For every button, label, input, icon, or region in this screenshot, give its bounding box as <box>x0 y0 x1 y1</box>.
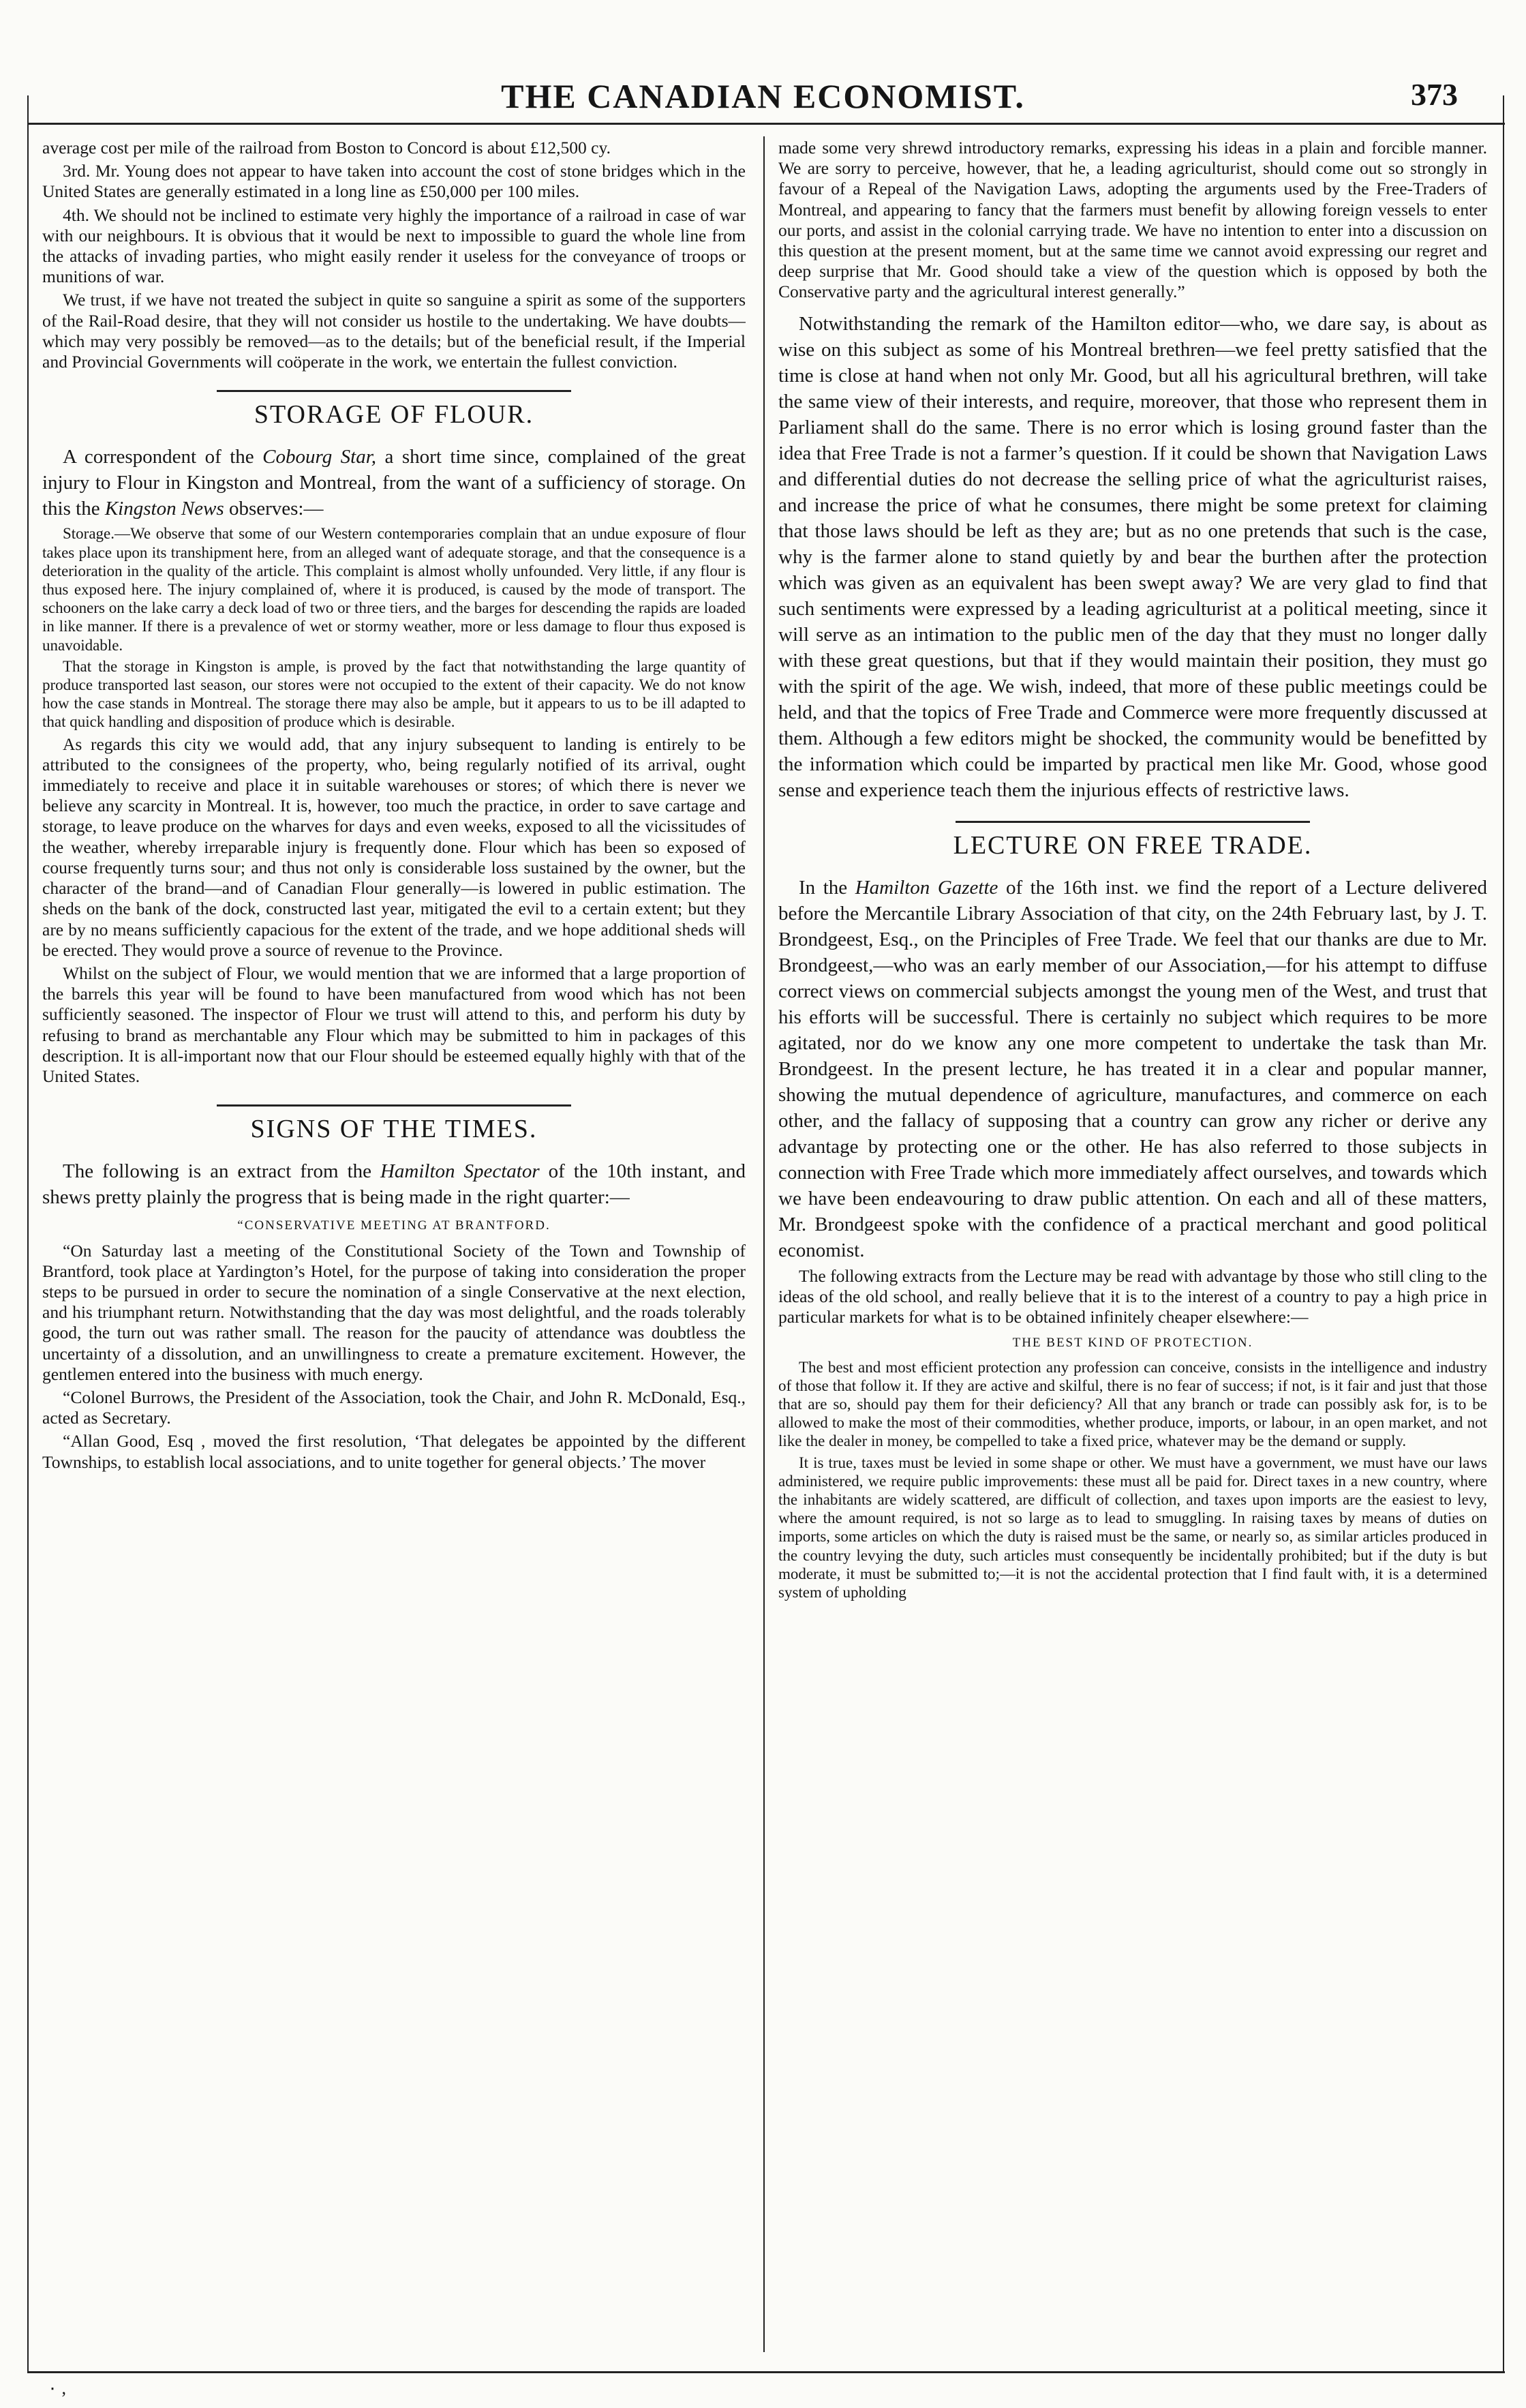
storage-intro <box>42 444 746 522</box>
article-paragraph: average cost per mile of the railroad from Boston to Concord is about £12,500 cy. <box>42 138 611 157</box>
section-divider <box>217 390 571 392</box>
article-paragraph: The following extracts from the Lecture may be read with advantage by those who still cling to the ideas of the old school, and really believe that it is to the interest of a country to pay a high price in particular markets for what is to be obtained infinitely cheaper elsewhere:— <box>778 1265 1487 1327</box>
footer-rule <box>27 2371 1505 2373</box>
column-rule <box>763 136 765 2352</box>
text-run: In the <box>799 876 855 899</box>
article-paragraph: We trust, if we have not treated the subject in quite so sanguine a spirit as some of the supporters of the Rail-Road desire, that they will not consider us hostile to the undertaking. We have doubts—which may very possibly be removed—as to the details; but of the beneficial result, if the Imperial and Provincial Governments will coöperate in the work, we entertain the fullest conviction. <box>42 290 746 372</box>
article-paragraph: Notwithstanding the remark of the Hamilton editor—who, we dare say, is about as wise on this subject as some of his Montreal brethren—we feel pretty satisfied that the time is close at hand when not only Mr. Good, but all his agricultural brethren, will take the same view of their interests, and require, moreover, that those who represent them in Parliament shall do the same. There is no error which is losing ground faster than the idea that Free Trade is not a farmer’s question. If it could be shown that Navigation Laws and differential duties do not decrease the selling price of what the agriculturist raises, and increase the price of what he consumes, there might be some pretext for claiming that those laws should be left as they are; but as no one pretends that such is the case, why is the farmer alone to stand quietly by and bear the burthen after the protection which was given as an equivalent has been swept away? We are very glad to find that such sentiments were expressed by a leading agriculturist at a political meeting, since it will serve as an intimation to the public men of the day that they must no longer dally with these great questions, but that if they would maintain their position, they must go with the spirit of the age. We wish, indeed, that more of these public meetings could be held, and that the topics of Free Trade and Commerce were more frequently discussed at them. Although a few editors might be shocked, the community would be benefitted by the information which could be imparted by practical men like Mr. Good, whose good sense and experience teach them the injurious effects of restrictive laws. <box>778 312 1487 801</box>
text-run: of the 10th instant, and shews pretty plainly the progress that is being made in the right quarter:— <box>42 1160 746 1209</box>
quoted-paragraph: “Allan Good, Esq , moved the first resolution, ‘That delegates be appointed by the different Townships, to establish local associations, and to unite together for general objects.’ The mover <box>42 1431 746 1472</box>
quoted-paragraph: “Colonel Burrows, the President of the Association, took the Chair, and John R. McDonald, Esq., acted as Secretary. <box>42 1387 746 1428</box>
text-run: of the 16th inst. we find the report of a Lecture delivered before the Mercantile Library Association of that city, on the 24th February last, by J. T. Brondgeest, Esq., on the Principles of Free Trade. We feel that our thanks are due to Mr. Brondgeest,—who was an early member of our Association,—for his attempt to diffuse correct views on commercial subjects amongst the young men of the West, and trust that his efforts will be successful. There is certainly no subject which requires to be more agitated, nor do we know any one more competent to undertake the task than Mr. Brondgeest. In the present lecture, he has treated it in a clear and popular manner, showing the mutual dependence of agriculture, manufactures, and commerce on each other, and the fallacy of supposing that a country can grow any richer or derive any advantage by protecting one or the other. He has also referred to those subjects in connection with Free Trade which more immediately affect ourselves, and towards which we have been endeavouring to draw public attention. On each and all of these matters, Mr. Brondgeest spoke with the confidence of a practical merchant and good political economist. <box>778 876 1487 1261</box>
quoted-paragraph: It is true, taxes must be levied in some shape or other. We must have a government, we must have our laws administered, we require public improvements: these must all be paid for. Direct taxes in a new country, where the inhabitants are widely scattered, are difficult of collection, and taxes upon imports are the easiest to levy, where the amount required, is not so large as to lead to smuggling. In raising taxes by means of duties on imports, some articles on which the duty is raised must be the same, or nearly so, as similar articles produced in the country levying the duty, such articles must consequently be incidentally prohibited; but if the duty is but moderate, it must be submitted to;—it is not the accidental protection that I find fault with, it is a determined system of upholding <box>778 1454 1487 1601</box>
publication-name: Cobourg Star, <box>262 446 377 468</box>
section-divider <box>956 821 1310 823</box>
masthead-title: THE CANADIAN ECONOMIST. <box>501 77 1025 115</box>
article-paragraph: 4th. We should not be inclined to estimate very highly the importance of a railroad in case of war with our neighbours. It is obvious that it would be next to impossible to guard the whole line from the attacks of invading parties, who might easily render it useless for the conveyance of troops or munitions of war. <box>42 205 746 287</box>
page-header <box>41 63 1485 115</box>
page-number: 373 <box>1411 77 1458 112</box>
article-paragraph: made some very shrewd introductory remarks, expressing his ideas in a plain and forcible manner. We are sorry to perceive, however, that he, a leading agriculturist, should come out so strongly in favour of a Repeal of the Navigation Laws, adopting the arguments used by the Free-Traders of Montreal, and appearing to fancy that the farmers must benefit by allowing foreign vessels to enter our ports, and assist in the colonial carrying trade. We have no intention to enter into a discussion on this question at the present moment, but at the same time we cannot avoid expressing our regret and deep surprise that Mr. Good should take a view of the question which is opposed by both the Conservative party and the agricultural interest generally.” <box>778 138 1487 302</box>
outer-rule-left <box>27 95 29 2373</box>
quoted-paragraph: That the storage in Kingston is ample, is proved by the fact that notwithstanding the large quantity of produce transported last season, our stores were not occupied to the extent of their capacity. We do not know how the case stands in Montreal. The storage there may also be ample, but it appears to us to be ill adapted to that quick handling and disposition of produce which is desirable. <box>42 657 746 731</box>
left-column <box>42 138 746 2367</box>
lecture-intro <box>778 875 1487 1263</box>
text-run: observes:— <box>224 498 324 520</box>
text-run: A correspondent of the <box>63 446 263 468</box>
signs-intro <box>42 1158 746 1210</box>
quoted-paragraph: The best and most efficient protection any profession can conceive, consists in the intelligence and industry of those that follow it. If they are active and skilful, there is no fear of success; if not, is it fair and just that those that are so, should pay them for their deficiency? All that any branch or trade can possibly ask for, is to be allowed to make the most of their commodities, whether produce, imports, or labour, in an open market, and not like the dealer in money, be compelled to take a fixed price, whatever may be the demand or supply. <box>778 1358 1487 1450</box>
footer-mark: ٠ , <box>48 2378 66 2398</box>
outer-rule-right <box>1503 95 1504 2373</box>
quoted-paragraph: Storage.—We observe that some of our Western contemporaries complain that an undue exposure of flour takes place upon its transhipment here, from an alleged want of adequate storage, and that the consequence is a deterioration in the quality of the article. This complaint is almost wholly unfounded. Very little, if any flour is thus exposed here. The injury complained of, where it is produced, is caused by the mode of transport. The schooners on the lake carry a deck load of two or three tiers, and the barges for descending the rapids are loaded in like manner. If there is a prevalence of wet or stormy weather, more or less damage to flour thus exposed is unavoidable. <box>42 525 746 654</box>
section-divider <box>217 1104 571 1107</box>
header-rule <box>27 123 1505 125</box>
publication-name: Hamilton Spectator <box>380 1160 540 1183</box>
publication-name: Hamilton Gazette <box>855 876 998 899</box>
quoted-subheading: “CONSERVATIVE MEETING AT BRANTFORD. <box>237 1218 551 1233</box>
right-column <box>778 138 1487 2367</box>
quoted-subheading: THE BEST KIND OF PROTECTION. <box>1012 1336 1253 1351</box>
section-heading-signs: SIGNS OF THE TIMES. <box>250 1115 538 1144</box>
text-run: a short time since, complained of the great injury to Flour in Kingston and Montreal, from the want of a sufficiency of storage. On this the <box>42 446 746 520</box>
article-paragraph: As regards this city we would add, that any injury subsequent to landing is entirely to be attributed to the consignees of the property, who, being regularly notified of its arrival, ought immediately to receive and place it in suitable warehouses or stores; of which there is never we believe any scarcity in Montreal. It is, however, too much the practice, in order to save cartage and storage, to leave produce on the wharves for days and even weeks, exposed to all the vicissitudes of the weather, whereby irreparable injury is frequently done. Flour which has been so exposed of course frequently turns sour; and thus not only is considerable loss sustained by the owner, but the character of the brand—and of Canadian Flour generally—is lowered in public estimation. The sheds on the bank of the dock, constructed last year, mitigated the evil to a certain extent; but they are by no means sufficiently capacious for the extent of the trade, and we hope additional sheds will be erected. They would prove a source of revenue to the Province. <box>42 734 746 960</box>
article-paragraph: Whilst on the subject of Flour, we would mention that we are informed that a large proportion of the barrels this year will be found to have been manufactured from wood which has not been sufficiently seasoned. The inspector of Flour we trust will attend to this, and perform his duty by refusing to brand as merchantable any Flour which may be submitted to him in packages of this description. It is all-important now that our Flour should be esteemed equally highly with that of the United States. <box>42 963 746 1086</box>
quoted-paragraph: “On Saturday last a meeting of the Constitutional Society of the Town and Township of Brantford, took place at Yardington’s Hotel, for the purpose of taking into consideration the proper steps to be pursued in order to secure the nomination of a single Conservative at the next election, and his triumphant return. Notwithstanding that the day was most delightful, and the roads tolerably good, the turn out was rather small. The reason for the paucity of attendance was doubtless the uncertainty of a dissolution, and an unwillingness to create a premature excitement. However, the gentlemen entered into the business with much energy. <box>42 1240 746 1384</box>
publication-name: Kingston News <box>104 498 224 520</box>
section-heading-storage: STORAGE OF FLOUR. <box>254 400 534 430</box>
section-heading-lecture: LECTURE ON FREE TRADE. <box>953 830 1313 860</box>
article-paragraph: 3rd. Mr. Young does not appear to have taken into account the cost of stone bridges which in the United States are generally estimated in a long line as £50,000 per 100 miles. <box>42 161 746 202</box>
text-run: The following is an extract from the <box>63 1160 380 1183</box>
